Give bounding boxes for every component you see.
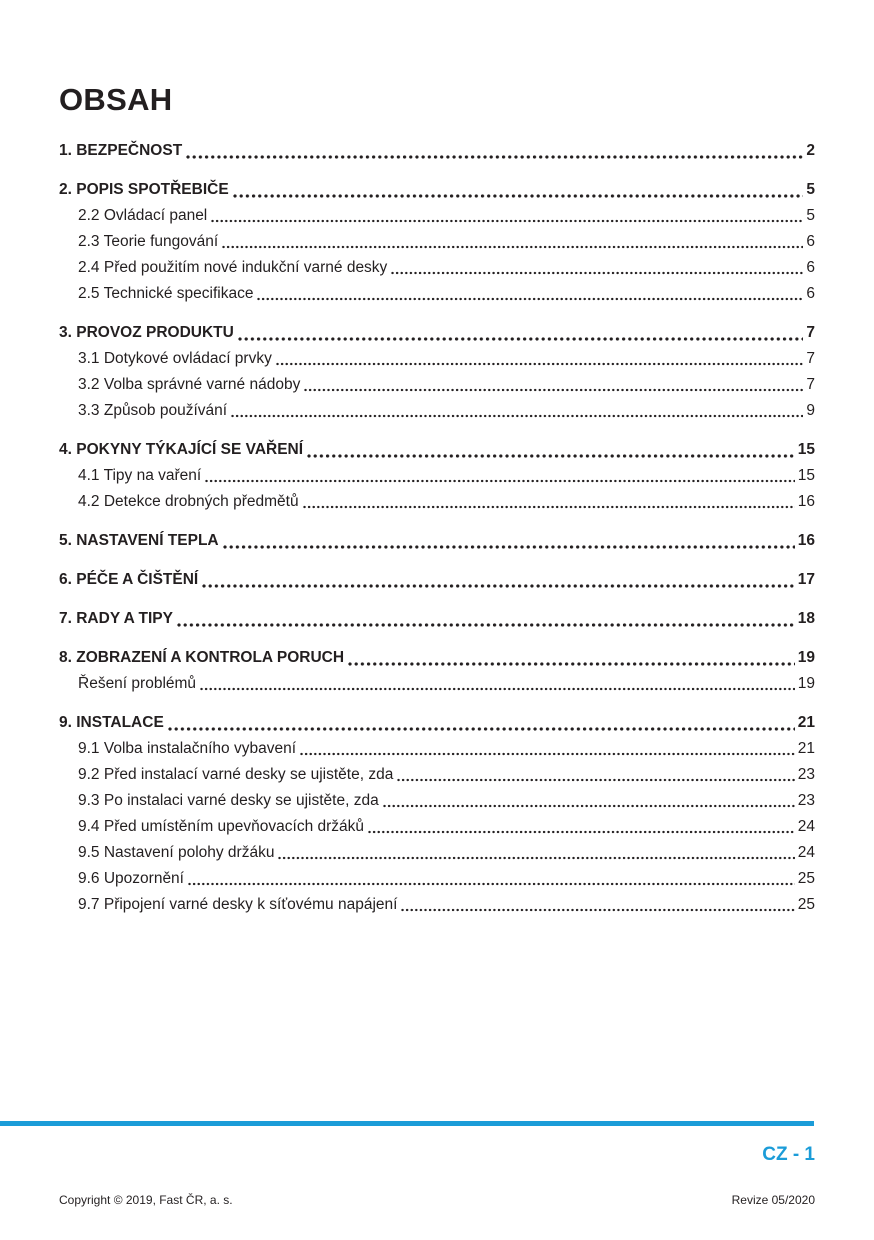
toc-entry-label: 9.3 Po instalaci varné desky se ujistěte, zda [78, 792, 379, 809]
toc-entry-page: 16 [797, 532, 815, 549]
toc-entry-label: 9. INSTALACE [59, 714, 164, 731]
toc-entry [59, 138, 815, 164]
toc-entry-page: 24 [797, 818, 815, 835]
toc-dot-leader [222, 245, 803, 249]
toc-dot-leader [186, 155, 803, 159]
toc-dot-leader [303, 505, 795, 509]
toc-entry-page: 19 [797, 649, 815, 666]
toc-content [59, 82, 815, 918]
toc-dot-leader [397, 778, 794, 782]
toc-entry-label: 9.4 Před umístěním upevňovacích držáků [78, 818, 365, 835]
toc-entry-page: 19 [797, 675, 815, 692]
toc-entry-label: 9.7 Připojení varné desky k síťovému napájení [78, 896, 398, 913]
footer-accent-rule [0, 1121, 814, 1126]
footer-page-label: CZ - 1 [762, 1144, 815, 1165]
toc-entry [59, 606, 815, 632]
toc-entry [59, 320, 815, 346]
toc-entry [59, 489, 815, 515]
toc-entry [59, 710, 815, 736]
toc-entry-page: 2 [806, 142, 815, 159]
toc-entry-label: 9.1 Volba instalačního vybavení [78, 740, 297, 757]
toc-entry [59, 645, 815, 671]
toc-entry-page: 7 [806, 324, 815, 341]
toc-entry [59, 840, 815, 866]
toc-dot-leader [300, 752, 795, 756]
toc-entry-label: 9.5 Nastavení polohy držáku [78, 844, 275, 861]
toc-entry [59, 177, 815, 203]
toc-entry-label: 9.2 Před instalací varné desky se ujistěte, zda [78, 766, 394, 783]
toc-entry-label: 8. ZOBRAZENÍ A KONTROLA PORUCH [59, 649, 345, 666]
toc-entry-page: 7 [806, 376, 815, 393]
toc-entry [59, 528, 815, 554]
toc-dot-leader [177, 623, 795, 627]
toc-entry-label: Řešení problémů [78, 675, 197, 692]
toc-entry [59, 346, 815, 372]
toc-dot-leader [202, 584, 795, 588]
toc-entry-page: 16 [797, 493, 815, 510]
toc-entry-label: 2.3 Teorie fungování [78, 233, 219, 250]
toc-entry-label: 2.2 Ovládací panel [78, 207, 208, 224]
toc-entry-label: 5. NASTAVENÍ TEPLA [59, 532, 219, 549]
toc-entry [59, 762, 815, 788]
toc-entry-page: 5 [806, 207, 815, 224]
toc-dot-leader [211, 219, 803, 223]
toc-entry-page: 25 [797, 870, 815, 887]
page-title: OBSAH [59, 82, 173, 117]
footer-revision: Revize 05/2020 [731, 1193, 815, 1207]
toc-dot-leader [200, 687, 795, 691]
toc-dot-leader [168, 727, 795, 731]
toc-dot-leader [205, 479, 795, 483]
toc-entry [59, 229, 815, 255]
toc-entry-label: 3.3 Způsob používání [78, 402, 228, 419]
toc-entry-label: 7. RADY A TIPY [59, 610, 173, 627]
footer-copyright: Copyright © 2019, Fast ČR, a. s. [59, 1193, 233, 1207]
toc-entry [59, 736, 815, 762]
toc-entry-page: 21 [797, 714, 815, 731]
toc-entry-page: 18 [797, 610, 815, 627]
toc-dot-leader [238, 337, 804, 341]
toc-entry-label: 2. POPIS SPOTŘEBIČE [59, 181, 229, 198]
toc-entry [59, 437, 815, 463]
toc-dot-leader [257, 297, 803, 301]
toc-entry-label: 3.2 Volba správné varné nádoby [78, 376, 301, 393]
toc-entry-page: 23 [797, 792, 815, 809]
toc-entry [59, 255, 815, 281]
toc-entry-label: 3.1 Dotykové ovládací prvky [78, 350, 272, 367]
toc-entry-page: 21 [797, 740, 815, 757]
toc-entry-page: 25 [797, 896, 815, 913]
toc-dot-leader [391, 271, 803, 275]
toc-entry-page: 15 [797, 467, 815, 484]
toc-entry [59, 281, 815, 307]
toc-entry-label: 4.2 Detekce drobných předmětů [78, 493, 299, 510]
toc-entry [59, 567, 815, 593]
toc-dot-leader [276, 362, 804, 366]
toc-dot-leader [231, 414, 803, 418]
toc-entry-page: 23 [797, 766, 815, 783]
toc-entry-page: 15 [797, 441, 815, 458]
toc-entry [59, 398, 815, 424]
toc-entry [59, 866, 815, 892]
toc-entry [59, 203, 815, 229]
toc-entry-label: 9.6 Upozornění [78, 870, 184, 887]
toc-list [59, 138, 815, 918]
toc-entry [59, 892, 815, 918]
toc-entry-label: 4. POKYNY TÝKAJÍCÍ SE VAŘENÍ [59, 441, 304, 458]
toc-dot-leader [368, 830, 795, 834]
toc-entry [59, 372, 815, 398]
toc-dot-leader [401, 908, 794, 912]
toc-dot-leader [348, 662, 795, 666]
toc-entry-label: 3. PROVOZ PRODUKTU [59, 324, 234, 341]
toc-dot-leader [304, 388, 803, 392]
toc-dot-leader [188, 882, 795, 886]
toc-entry-page: 7 [806, 350, 815, 367]
toc-dot-leader [278, 856, 794, 860]
toc-dot-leader [383, 804, 795, 808]
toc-entry [59, 463, 815, 489]
toc-entry-label: 6. PÉČE A ČIŠTĚNÍ [59, 571, 199, 588]
toc-entry-page: 6 [806, 259, 815, 276]
toc-entry-page: 6 [806, 233, 815, 250]
toc-entry-label: 2.5 Technické specifikace [78, 285, 254, 302]
toc-dot-leader [307, 454, 795, 458]
toc-entry [59, 788, 815, 814]
toc-entry-page: 5 [806, 181, 815, 198]
toc-entry-label: 2.4 Před použitím nové indukční varné desky [78, 259, 388, 276]
toc-entry-page: 24 [797, 844, 815, 861]
toc-dot-leader [233, 194, 804, 198]
toc-entry [59, 814, 815, 840]
toc-entry-page: 9 [806, 402, 815, 419]
toc-entry-page: 17 [797, 571, 815, 588]
toc-entry-label: 1. BEZPEČNOST [59, 142, 183, 159]
toc-dot-leader [223, 545, 795, 549]
toc-entry-label: 4.1 Tipy na vaření [78, 467, 202, 484]
toc-entry [59, 671, 815, 697]
toc-entry-page: 6 [806, 285, 815, 302]
